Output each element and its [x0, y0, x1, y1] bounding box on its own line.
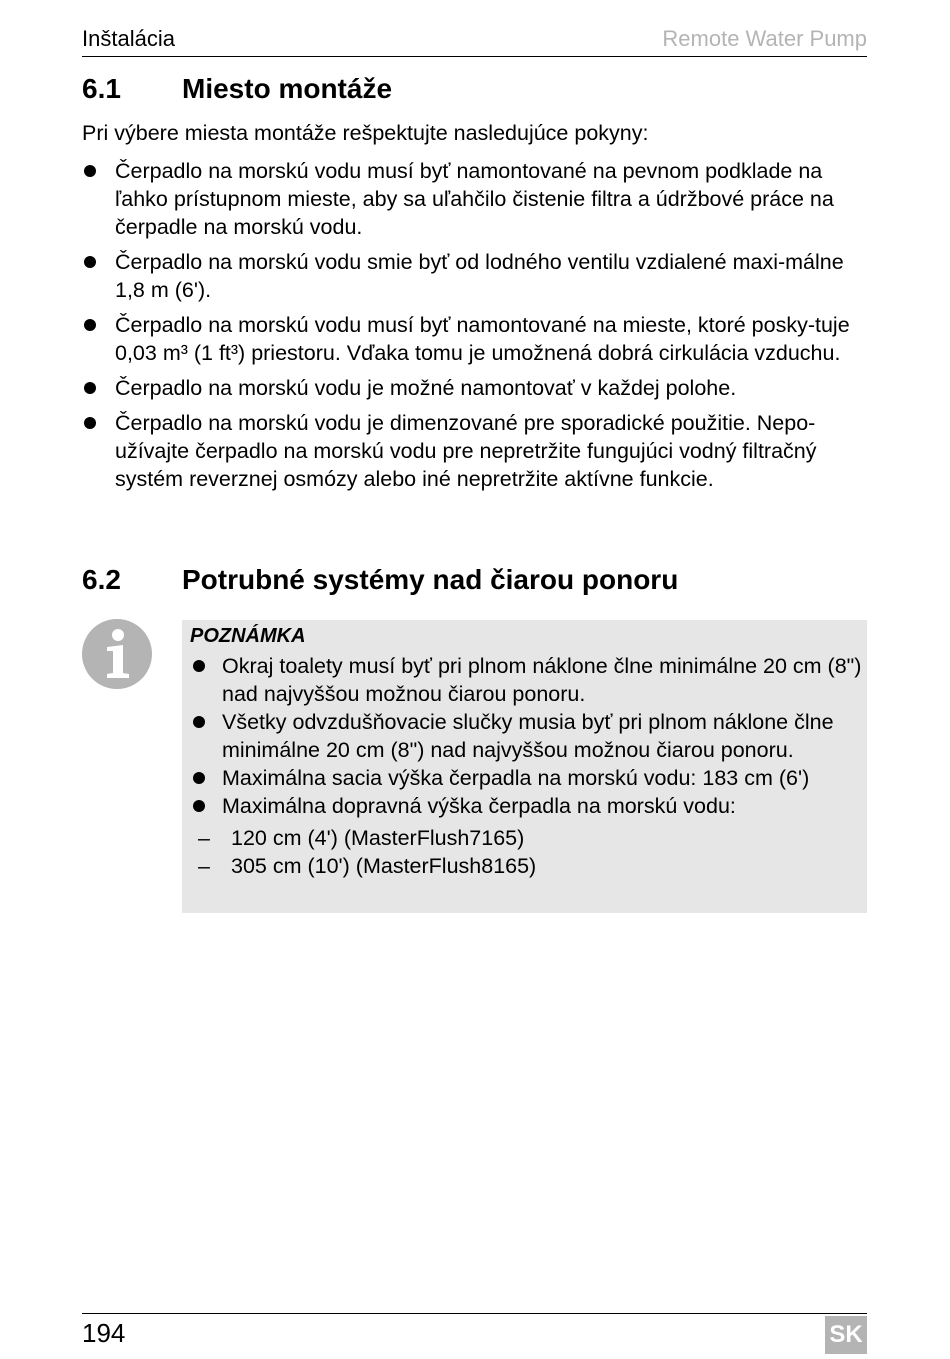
note-subitem: – 120 cm (4') (MasterFlush7165) [198, 826, 525, 850]
bullet-icon [84, 319, 96, 331]
list-item: Čerpadlo na morskú vodu je dimenzované pre sporadické použitie. Nepo-užívajte čerpadlo na morskú vodu pre nepretržite fungujúci vodný filtračný systém reverznej osmózy alebo iné nepretržite aktívne funkcie. [82, 409, 868, 493]
bullet-icon [84, 256, 96, 268]
language-badge: SK [825, 1316, 867, 1354]
dash-marker: – [198, 826, 210, 850]
section-heading-6-1 [82, 73, 392, 105]
section-title: Miesto montáže [182, 73, 393, 104]
section-number: 6.1 [82, 73, 121, 104]
bullet-icon [84, 382, 96, 394]
section-intro: Pri výbere miesta montáže rešpektujte nasledujúce pokyny: [82, 121, 649, 145]
header-product: Remote Water Pump [662, 26, 867, 51]
list-item: Čerpadlo na morskú vodu smie byť od lodného ventilu vzdialené maxi-málne 1,8 m (6'). [82, 248, 868, 304]
list-item: Čerpadlo na morskú vodu musí byť namontované na mieste, ktoré posky-tuje 0,03 m³ (1 ft³) priestoru. Vďaka tomu je umožnená dobrá cirkulácia vzduchu. [82, 311, 868, 367]
bullet-icon [193, 800, 205, 812]
note-list [190, 652, 862, 878]
section-heading-6-2 [82, 564, 678, 596]
note-title: POZNÁMKA [190, 625, 306, 647]
bullet-icon [193, 772, 205, 784]
note-box [182, 620, 867, 913]
dash-marker: – [198, 854, 210, 878]
note-subitem: – 305 cm (10') (MasterFlush8165) [198, 854, 537, 878]
page-number: 194 [82, 1318, 126, 1348]
list-item: Čerpadlo na morskú vodu musí byť namontované na pevnom podklade na ľahko prístupnom mieste, aby sa uľahčilo čistenie filtra a údržbové práce na čerpadle na morskú vodu. [82, 157, 868, 241]
list-item: Čerpadlo na morskú vodu je možné namontovať v každej polohe. [82, 374, 868, 402]
header-section: Inštalácia [82, 26, 175, 51]
note-item: Maximálna dopravná výška čerpadla na morskú vodu: – 120 cm (4') (MasterFlush7165) – 305 cm (10') (MasterFlush8165) [190, 792, 862, 820]
note-item: Všetky odvzdušňovacie slučky musia byť pri plnom náklone člne minimálne 20 cm (8") nad najvyššou možnou čiarou ponoru. [190, 708, 862, 764]
note-item: Okraj toalety musí byť pri plnom náklone člne minimálne 20 cm (8") nad najvyššou možnou čiarou ponoru. [190, 652, 862, 708]
bullet-icon [193, 660, 205, 672]
bullet-icon [84, 165, 96, 177]
bullet-icon [84, 417, 96, 429]
page-header [82, 24, 867, 57]
section-title: Potrubné systémy nad čiarou ponoru [182, 564, 679, 595]
note-item: Maximálna sacia výška čerpadla na morskú vodu: 183 cm (6') [190, 764, 862, 792]
requirements-list [82, 157, 868, 500]
bullet-icon [193, 716, 205, 728]
info-icon [82, 619, 152, 689]
footer-rule [82, 1313, 867, 1314]
section-number: 6.2 [82, 564, 121, 595]
note-sublist [198, 824, 870, 880]
